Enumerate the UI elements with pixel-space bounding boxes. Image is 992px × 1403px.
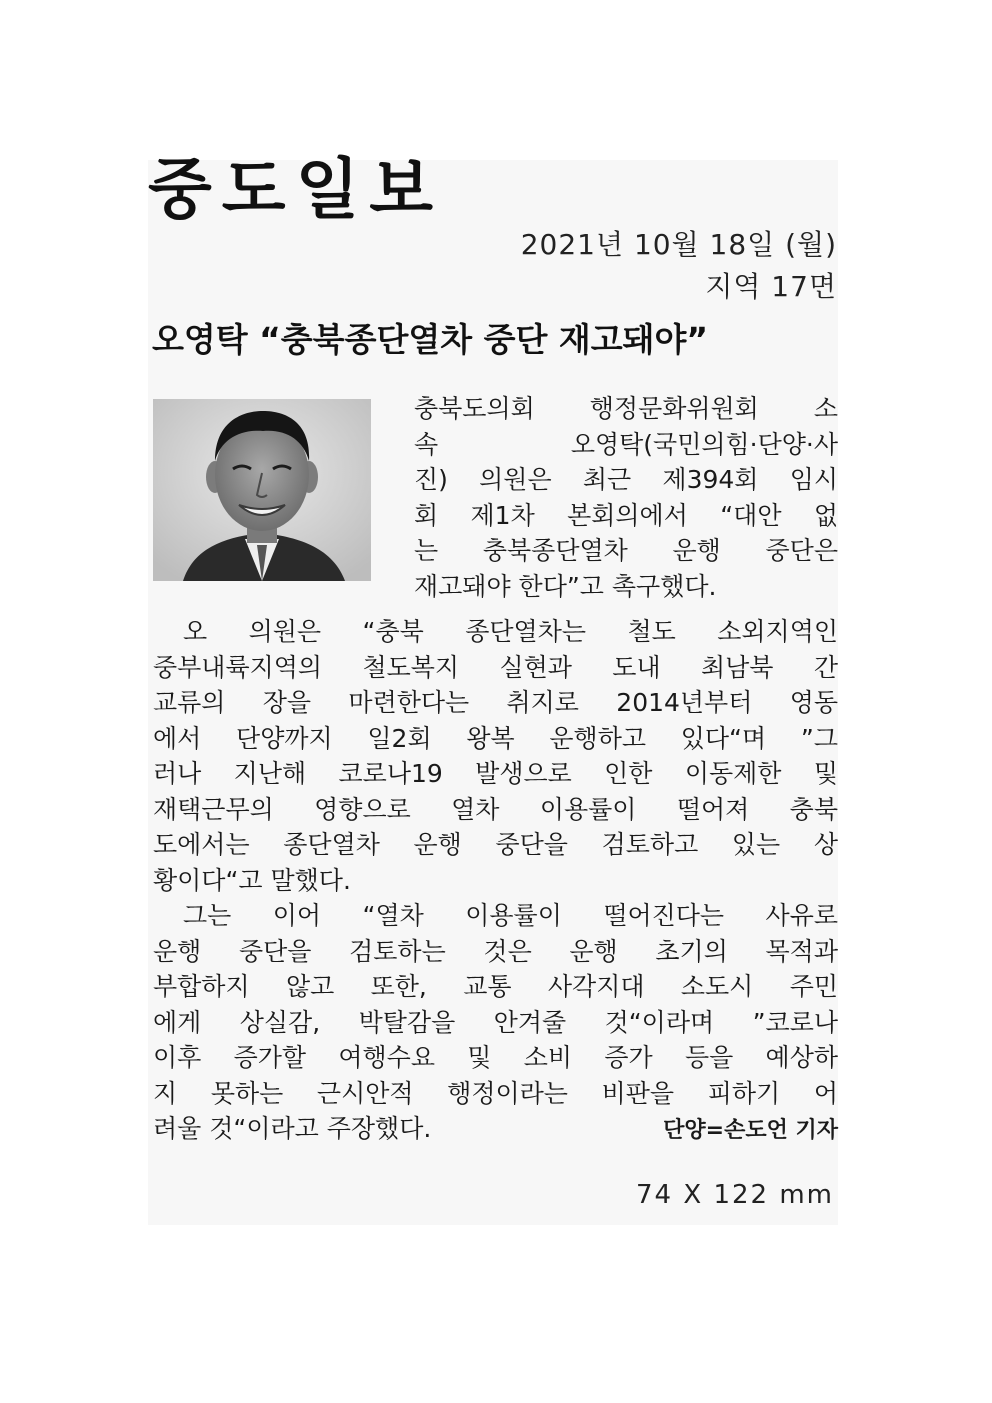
article-headline: 오영탁 “충북종단열차 중단 재고돼야” — [152, 320, 709, 359]
clipping-size: 74 X 122 mm — [636, 1180, 834, 1210]
section-page: 지역 17면 — [705, 270, 837, 303]
body-line: 부합하지 않고 또한, 교통 사각지대 소도시 주민 — [153, 972, 838, 1001]
body-line: 중부내륙지역의 철도복지 실현과 도내 최남북 간 — [153, 652, 838, 682]
lead-line: 진) 의원은 최근 제394회 임시 — [414, 465, 838, 494]
newspaper-masthead: 중도일보 — [148, 151, 444, 228]
body-line: 러나 지난해 코로나19 발생으로 인한 이동제한 및 — [153, 759, 838, 788]
lead-line: 재고돼야 한다”고 촉구했다. — [414, 571, 717, 601]
body-line: 교류의 장을 마련한다는 취지로 2014년부터 영동 — [153, 688, 838, 717]
lead-line: 회 제1차 본회의에서 “대안 없 — [414, 500, 838, 530]
body-line: 재택근무의 영향으로 열차 이용률이 떨어져 충북 — [153, 794, 838, 824]
body-line: 에게 상실감, 박탈감을 안겨줄 것“이라며 ”코로나 — [153, 1007, 838, 1037]
publication-date: 2021년 10월 18일 (월) — [520, 228, 837, 261]
lead-line: 충북도의회 행정문화위원회 소 — [414, 394, 838, 423]
body-line: 오 의원은 “충북 종단열차는 철도 소외지역인 — [183, 617, 838, 646]
body-line: 지 못하는 근시안적 행정이라는 비판을 피하기 어 — [153, 1078, 838, 1108]
body-line: 운행 중단을 검토하는 것은 운행 초기의 목적과 — [153, 936, 838, 966]
body-line: 도에서는 종단열차 운행 중단을 검토하고 있는 상 — [153, 830, 838, 859]
portrait-illustration — [153, 399, 371, 581]
reporter-byline: 단양=손도언 기자 — [663, 1118, 838, 1143]
lead-paragraph — [414, 391, 838, 604]
closing-row — [153, 1111, 838, 1149]
body-line: 에서 단양까지 일2회 왕복 운행하고 있다“며 ”그 — [153, 723, 838, 753]
article-body — [153, 614, 838, 1149]
lead-line: 는 충북종단열차 운행 중단은 — [414, 536, 838, 565]
body-line: 이후 증가할 여행수요 및 소비 증가 등을 예상하 — [153, 1043, 838, 1072]
body-line: 황이다“고 말했다. — [153, 865, 351, 895]
body-line: 려울 것“이라고 주장했다. — [153, 1114, 432, 1143]
portrait-photo — [153, 399, 371, 581]
body-line: 그는 이어 “열차 이용률이 떨어진다는 사유로 — [183, 901, 838, 930]
lead-line: 속 오영탁(국민의힘·단양·사 — [414, 429, 838, 459]
